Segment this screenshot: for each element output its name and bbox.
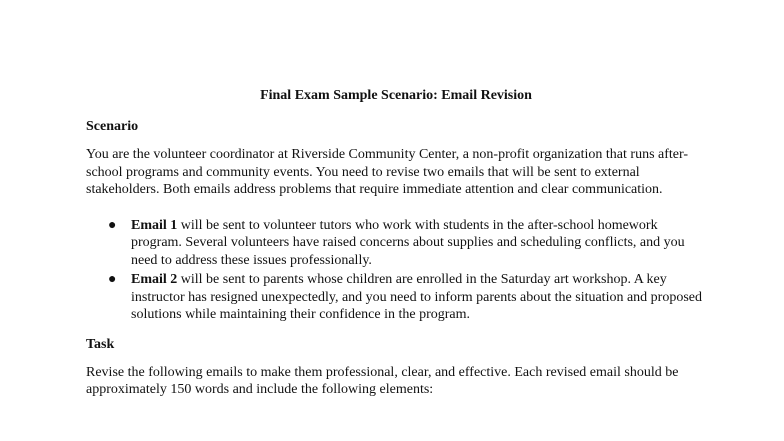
scenario-paragraph: You are the volunteer coordinator at Riverside Community Center, a non-profit organization that runs after-school programs and community events. You need to revise two emails that will be sent to external stakeholders. Both emails address problems that require immediate attention and clear communication. xyxy=(86,147,689,197)
bullet-text: will be sent to volunteer tutors who work with students in the after-school homework program. Several volunteers have raised concerns about supplies and scheduling conflicts, and you need to address these issues professionally. xyxy=(131,217,685,268)
email-bullet-list xyxy=(86,217,706,324)
bullet-label: Email 1 xyxy=(131,217,178,233)
bullet-text: will be sent to parents whose children are enrolled in the Saturday art workshop. A key instructor has resigned unexpectedly, and you need to inform parents about the situation and proposed solutions while maintaining their confidence in the program. xyxy=(131,272,702,322)
scenario-heading: Scenario xyxy=(86,119,139,134)
bullet-email-1 xyxy=(86,217,706,270)
bullet-icon: ● xyxy=(108,217,117,233)
task-paragraph: Revise the following emails to make them professional, clear, and effective. Each revised email should be approximately 150 words and include the following elements: xyxy=(86,364,679,397)
document-page xyxy=(86,86,706,411)
document-title: Final Exam Sample Scenario: Email Revision xyxy=(260,88,532,103)
bullet-label: Email 2 xyxy=(131,272,178,287)
bullet-icon: ● xyxy=(108,272,117,287)
task-heading: Task xyxy=(86,336,115,352)
bullet-email-2 xyxy=(86,271,706,324)
